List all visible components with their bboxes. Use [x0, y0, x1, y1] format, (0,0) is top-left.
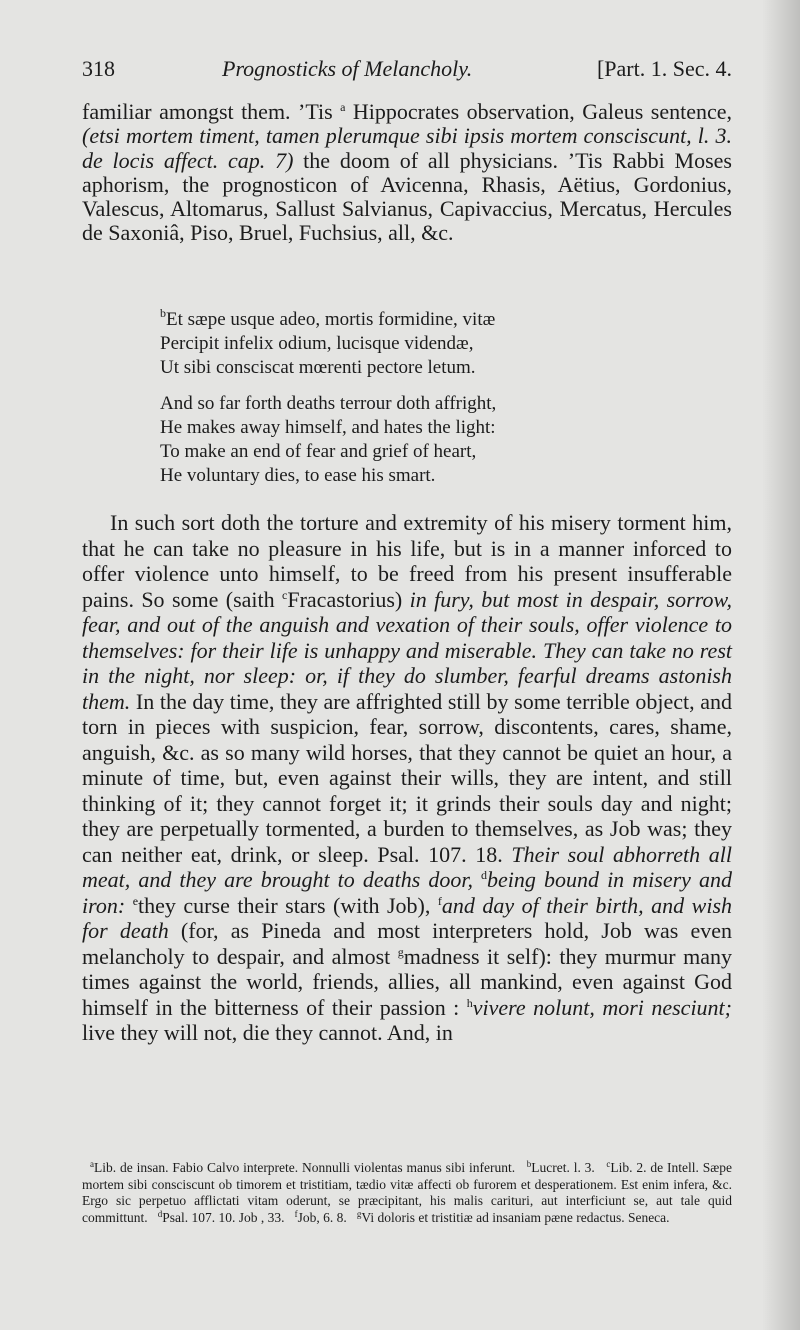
italic-run: Their soul abhorreth all meat, and they are brought to deaths door,	[82, 841, 732, 892]
italic-run: (etsi mortem timent, tamen plerumque sibi ipsis mortem consciscunt, l. 3. de locis affect. cap. 7)	[82, 123, 732, 173]
footnote-mark-d: d	[481, 868, 488, 882]
part-section-label: [Part. 1. Sec. 4.	[596, 56, 732, 81]
latin-verse	[160, 308, 680, 380]
footnote-d: Psal. 107. 10.	[162, 1209, 236, 1225]
verse-line: To make an end of fear and grief of heart,	[160, 441, 477, 462]
footnotes	[82, 1160, 732, 1226]
footnote-c: Lib. 2. de Intell. Sæpe mortem sibi consciscunt ob timorem et tristitiam, tædio vitæ affecti ob furorem et desperationem. Est enim infera, &c. Ergo sic perpetuo afflictati vitam oderunt, se præcipitant, his malis cariturі, aut interficiunt se, aut tale quid committunt.	[82, 1160, 733, 1225]
footnote-g: Vi doloris et tristitiæ ad insaniam pæne redactus. Seneca.	[361, 1209, 670, 1225]
footnote-e: Job , 33.	[238, 1209, 285, 1225]
text-run: Hippocrates observation, Galeus sentence,	[345, 99, 732, 124]
text-run: In such sort doth the torture and extremity of his misery torment him, that he can take no pleasure in his life, but is in a manner inforced to offer violence unto himself, to be freed from his present insufferable pains. So some (saith	[82, 510, 732, 612]
footnote-mark-g: g	[397, 944, 404, 959]
text-run: (for, as Pineda and most interpreters hold, Job was even melancholy to despair, and almost	[82, 918, 732, 969]
text-run	[473, 867, 481, 892]
verse-line: Ut sibi consciscat mœrenti pectore letum.	[160, 357, 476, 378]
italic-run: vivere nolunt, mori nesciunt;	[472, 994, 732, 1020]
text-run: they curse their stars (with Job),	[138, 892, 438, 918]
text-run	[125, 893, 133, 918]
footnote-label-d: d	[157, 1208, 163, 1219]
italic-run: in fury, but most in despair, sorrow, fear, and out of the anguish and vexation of their souls, offer violence to themselves: for their life is unhappy and miserable. They can take no rest in the night, nor sleep: or, if they do slumber, fearful dreams astonish them.	[82, 586, 733, 714]
text-run: In the day time, they are affrighted still by some terrible object, and torn in pieces with suspicion, fear, sorrow, discontents, cares, shame, anguish, &c. as so many wild horses, that they cannot be quiet an hour, a minute of time, but, even against their wills, they are intent, and still thinking of it; they cannot forget it; it grinds their souls day and night; they are perpetually tormented, a burden to themselves, as Job was; they can neither eat, drink, or sleep. Psal. 107. 18.	[82, 688, 732, 867]
footnote-mark-e: e	[132, 893, 139, 908]
verse-text: Et sæpe usque adeo, mortis formidine, vitæ	[166, 309, 496, 330]
footnote-label-a: a	[90, 1159, 94, 1169]
footnote-mark-f: f	[437, 893, 442, 908]
footnote-label-b: b	[526, 1159, 532, 1169]
paragraph-1	[82, 100, 732, 246]
italic-run: and day of their birth, and wish for death	[82, 892, 733, 943]
running-header	[82, 56, 732, 88]
footnote-label-f: f	[294, 1208, 298, 1219]
paragraph-2	[82, 510, 732, 1046]
verse-line: And so far forth deaths terrour doth affright,	[160, 393, 497, 414]
page-number: 318	[82, 56, 115, 81]
verse-line: Percipit infelix odium, lucisque videndæ,	[160, 333, 474, 354]
text-run: Fracastorius)	[287, 586, 410, 612]
footnote-mark-b: b	[160, 306, 166, 320]
footnote-f: Job, 6. 8.	[297, 1209, 347, 1225]
footnote-mark-a: a	[340, 100, 346, 114]
running-title: Prognosticks of Melancholy.	[222, 56, 473, 81]
text-run: live they will not, die they cannot. And, in	[82, 1020, 453, 1045]
english-verse	[160, 392, 680, 488]
text-run: madness it self): they murmur many times against the world, friends, allies, all mankind, even against God himself in the bitterness of their passion :	[82, 943, 732, 1020]
footnote-mark-h: h	[466, 995, 473, 1010]
text-run: familiar amongst them. ’Tis	[82, 99, 341, 124]
verse-line	[160, 308, 680, 332]
text-run: the doom of all physicians. ’Tis Rabbi Moses aphorism, the prognosticon of Avicenna, Rhasis, Aëtius, Gordonius, Valescus, Altomarus, Sallust Salvianus, Capivaccius, Mercatus, Hercules de Saxoniâ, Piso, Bruel, Fuchsius, all, &c.	[82, 147, 732, 246]
verse-line: He voluntary dies, to ease his smart.	[160, 465, 436, 486]
footnote-mark-c: c	[282, 587, 288, 602]
verse-line: He makes away himself, and hates the light:	[160, 417, 496, 438]
footnote-a: Lib. de insan. Fabio Calvo interprete. Nonnulli violentas manus sibi inferunt.	[94, 1160, 516, 1175]
footnote-b: Lucret. l. 3.	[531, 1160, 595, 1175]
footnote-label-c: c	[606, 1159, 611, 1169]
footnote-label-g: g	[356, 1208, 362, 1219]
italic-run: being bound in misery and iron:	[82, 867, 732, 918]
